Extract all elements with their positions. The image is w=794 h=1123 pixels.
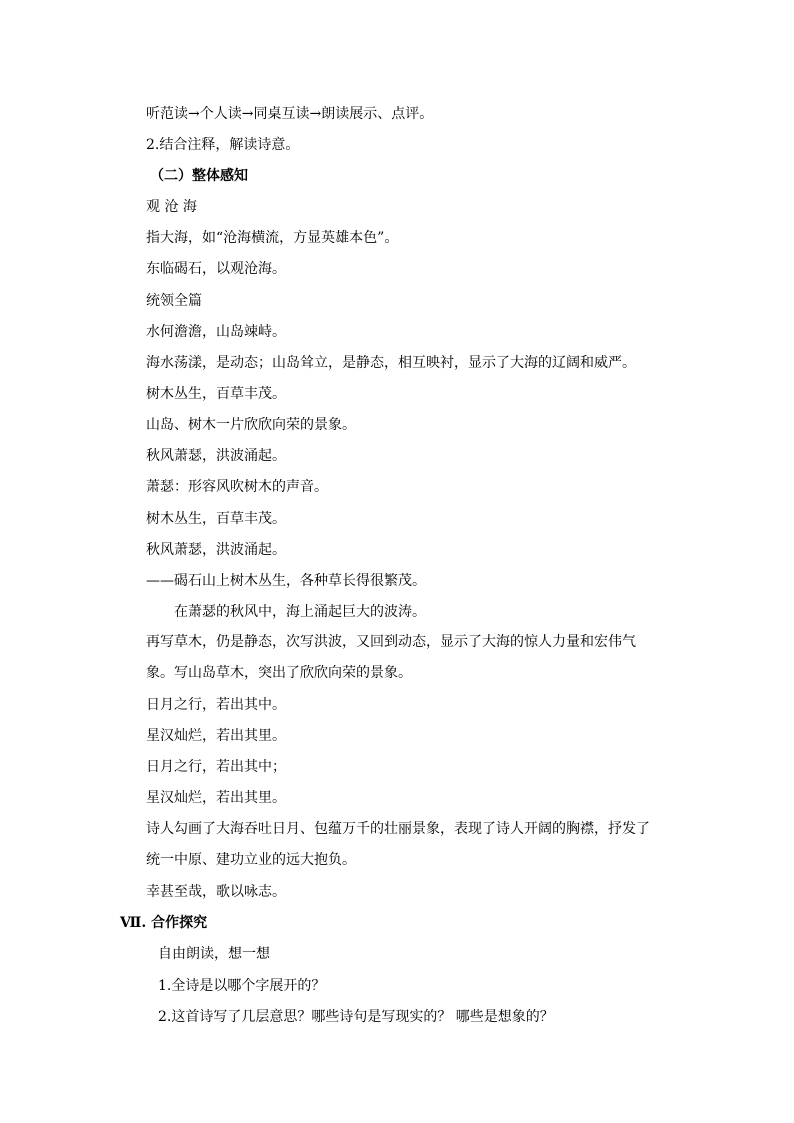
text-line: 日月之行，若出其中； [146,759,286,775]
poem-title: 观 沧 海 [146,199,197,215]
text-line: 海水荡漾，是动态；山岛耸立，是静态，相互映衬，显示了大海的辽阔和威严。 [146,355,636,371]
text-line: 树木丛生，百草丰茂。 [146,386,286,402]
question-item: 2.这首诗写了几层意思？哪些诗句是写现实的？ 哪些是想象的？ [158,1009,554,1025]
text-line: 水何澹澹，山岛竦峙。 [146,324,286,340]
text-line: 星汉灿烂，若出其里。 [146,790,286,806]
section-heading-cooperative: Ⅶ. 合作探究 [120,915,208,931]
text-line: 山岛、树木一片欣欣向荣的景象。 [146,417,356,433]
paragraph: 再写草木，仍是静态，次写洪波，又回到动态，显示了大海的惊人力量和宏伟气象。写山岛草木，突出了欣欣向荣的景象。 [146,634,636,681]
text-line: 在萧瑟的秋风中，海上涌起巨大的波涛。 [174,604,426,620]
text-line: 指大海，如“沧海横流，方显英雄本色”。 [146,230,399,246]
section-heading-overall: （二）整体感知 [150,168,248,184]
text-line: 秋风萧瑟，洪波涌起。 [146,542,286,558]
text-line: 秋风萧瑟，洪波涌起。 [146,448,286,464]
question-item: 1.全诗是以哪个字展开的？ [158,978,326,994]
text-line: ——碣石山上树木丛生，各种草长得很繁茂。 [146,573,426,589]
annotation-step-line: 2.结合注释，解读诗意。 [146,137,300,153]
text-line: 统领全篇 [146,293,202,309]
text-line: 萧瑟：形容风吹树木的声音。 [146,479,328,495]
text-line: 自由朗读，想一想 [158,946,270,962]
text-line: 树木丛生，百草丰茂。 [146,511,286,527]
paragraph: 诗人勾画了大海吞吐日月、包蕴万千的壮丽景象，表现了诗人开阔的胸襟，抒发了统一中原、建功立业的远大抱负。 [146,821,650,868]
reading-steps-line: 听范读→个人读→同桌互读→朗读展示、点评。 [146,106,434,122]
text-line: 幸甚至哉，歌以咏志。 [146,884,286,900]
text-line: 东临碣石，以观沧海。 [146,261,286,277]
text-line: 星汉灿烂，若出其里。 [146,728,286,744]
text-line: 日月之行，若出其中。 [146,697,286,713]
